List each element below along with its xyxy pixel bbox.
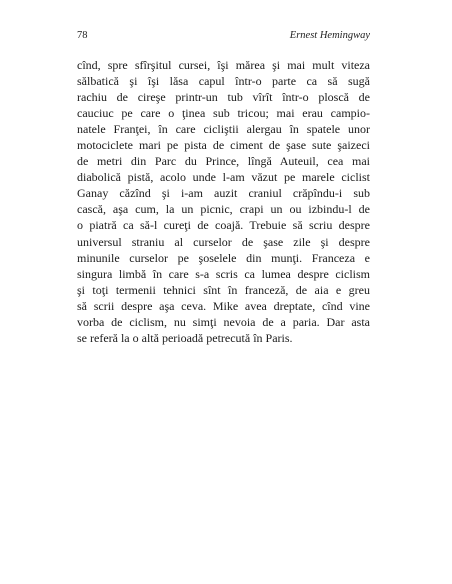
running-head-author: Ernest Hemingway [289, 30, 370, 41]
text-line: o piatră ca să-l cureţi de coajă. Trebuie să scriu despre [77, 218, 370, 233]
text-line: cască, aşa cum, la un picnic, crapi un ou izbindu-l de [77, 202, 370, 217]
text-line: cînd, spre sfîrşitul cursei, îşi mărea şi mai mult viteza [77, 58, 370, 72]
text-line: universul straniu al curselor de şase zile şi despre [77, 234, 370, 249]
text-line: Ganay căzînd şi i-am auzit craniul crăpîndu-i sub [77, 186, 370, 201]
text-line: minunile curselor pe şoselele din munţi. Franceza e [77, 250, 370, 265]
page-header [77, 30, 370, 46]
page-number: 78 [77, 30, 88, 41]
text-line: singura limbă în care s-a scris ca lumea despre ciclism [77, 266, 370, 281]
text-line: diabolică pistă, acolo unde l-am văzut pe marele ciclist [77, 170, 370, 185]
text-line: rachiu de cireşe printr-un tub vîrît într-o ploscă de [77, 90, 370, 105]
text-line: motociclete mari pe pista de ciment de şase sute şaizeci [77, 138, 370, 153]
text-line: şi toţi termenii tehnici sînt în franceză, de aia e greu [77, 282, 370, 297]
text-line: de metri din Parc du Prince, lîngă Auteuil, cea mai [77, 154, 370, 169]
text-line: să scrii despre aşa ceva. Mike avea dreptate, cînd vine [77, 298, 370, 313]
text-line: cauciuc pe care o ţinea sub tricou; mai erau campio- [77, 106, 370, 121]
text-line: sălbatică şi îşi lăsa capul într-o parte ca să sugă [77, 74, 370, 89]
text-line: vorba de ciclism, nu simţi nevoia de a paria. Dar asta [77, 314, 370, 329]
text-line: natele Franţei, în care cicliştii alergau în spatele unor [77, 122, 370, 137]
text-line-last: se referă la o altă perioadă petrecută în Paris. [77, 330, 293, 345]
body-paragraph [77, 57, 370, 346]
